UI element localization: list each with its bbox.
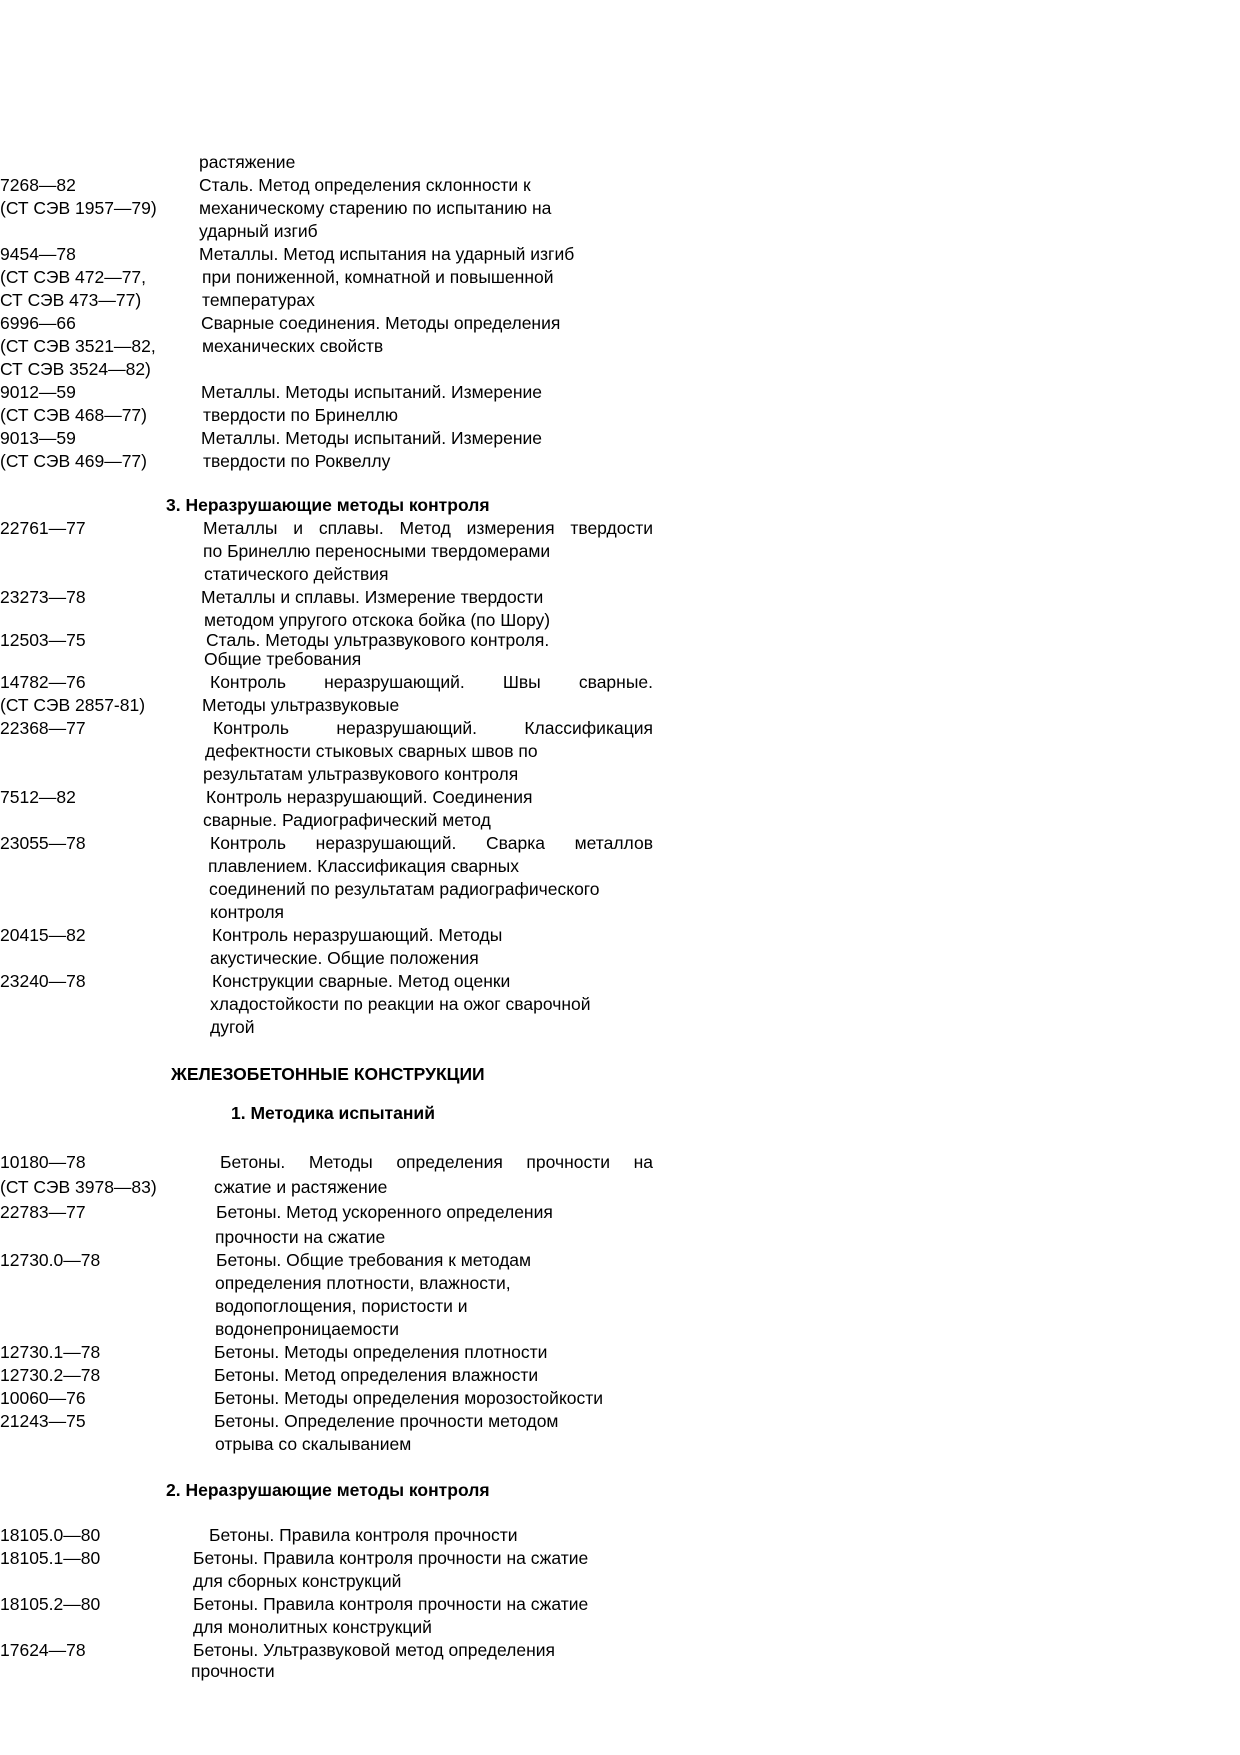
entry-code: 21243—75 [0,1411,86,1431]
entry-code: 18105.1—80 [0,1548,101,1568]
entry-description: Бетоны. Методы определения плотности [214,1342,548,1362]
entry-description: Сварные соединения. Методы определения [201,313,561,333]
entry-code: СТ СЭВ 473—77) [0,290,142,310]
entry-description: растяжение [199,152,296,172]
entry-code: (СТ СЭВ 3978—83) [0,1177,157,1197]
entry-code: 9012—59 [0,382,76,402]
entry-code: 20415—82 [0,925,86,945]
entry-description: водонепроницаемости [215,1319,399,1339]
entry-code: (СТ СЭВ 472—77, [0,267,147,287]
entry-description: методом упругого отскока бойка (по Шору) [204,610,551,630]
entry-description: Контроль неразрушающий. Классификация [213,718,653,738]
entry-description: акустические. Общие положения [210,948,479,968]
entry-code: 22761—77 [0,518,86,538]
entry-description: механическому старению по испытанию на [199,198,552,218]
entry-description: Металлы. Методы испытаний. Измерение [201,382,543,402]
entry-description: Бетоны. Правила контроля прочности на сжатие [193,1548,589,1568]
entry-description: по Бринеллю переносными твердомерами [203,541,551,561]
entry-code: 22783—77 [0,1202,86,1222]
entry-description: Бетоны. Общие требования к методам [216,1250,532,1270]
entry-code: СТ СЭВ 3524—82) [0,359,151,379]
entry-code: 10060—76 [0,1388,86,1408]
entry-description: механических свойств [202,336,384,356]
entry-description: Металлы и сплавы. Метод измерения твердости [203,518,653,538]
entry-code: 23240—78 [0,971,86,991]
entry-description: при пониженной, комнатной и повышенной [202,267,554,287]
entry-description: для сборных конструкций [193,1571,402,1591]
entry-description: Бетоны. Метод определения влажности [214,1365,539,1385]
entry-description: Общие требования [204,649,362,669]
entry-description: Контроль неразрушающий. Соединения [206,787,533,807]
entry-description: Бетоны. Методы определения морозостойкости [214,1388,604,1408]
entry-description: определения плотности, влажности, [215,1273,511,1293]
entry-code: 14782—76 [0,672,86,692]
entry-code: 9454—78 [0,244,76,264]
entry-description: Бетоны. Методы определения прочности на [220,1152,653,1172]
entry-description: дугой [210,1017,255,1037]
entry-description: прочности [191,1661,275,1681]
entry-description: твердости по Роквеллу [203,451,391,471]
entry-code: 23055—78 [0,833,86,853]
entry-description: Металлы и сплавы. Измерение твердости [201,587,544,607]
entry-description: сжатие и растяжение [214,1177,388,1197]
chapter-heading: ЖЕЛЕЗОБЕТОННЫЕ КОНСТРУКЦИИ [171,1064,485,1084]
entry-code: 18105.2—80 [0,1594,101,1614]
entry-description: Бетоны. Правила контроля прочности на сжатие [193,1594,589,1614]
entry-description: температурах [202,290,315,310]
entry-description: Контроль неразрушающий. Методы [212,925,503,945]
entry-code: 6996—66 [0,313,76,333]
entry-code: (СТ СЭВ 1957—79) [0,198,157,218]
entry-description: водопоглощения, пористости и [215,1296,468,1316]
entry-code: 12730.1—78 [0,1342,101,1362]
entry-description: Бетоны. Определение прочности методом [214,1411,559,1431]
entry-description: Конструкции сварные. Метод оценки [212,971,511,991]
entry-description: Металлы. Методы испытаний. Измерение [201,428,543,448]
entry-description: Сталь. Метод определения склонности к [199,175,531,195]
entry-code: 9013—59 [0,428,76,448]
entry-code: 12503—75 [0,630,86,650]
entry-description: ударный изгиб [199,221,318,241]
entry-code: (СТ СЭВ 468—77) [0,405,147,425]
section-heading: 2. Неразрушающие методы контроля [166,1480,490,1500]
entry-description: дефектности стыковых сварных швов по [205,741,538,761]
entry-code: 10180—78 [0,1152,86,1172]
entry-description: сварные. Радиографический метод [203,810,491,830]
entry-code: 18105.0—80 [0,1525,101,1545]
entry-code: 23273—78 [0,587,86,607]
entry-code: (СТ СЭВ 2857-81) [0,695,146,715]
entry-description: контроля [210,902,285,922]
entry-description: Методы ультразвуковые [202,695,400,715]
entry-description: отрыва со скалыванием [215,1434,412,1454]
entry-description: плавлением. Классификация сварных [208,856,519,876]
section-heading: 1. Методика испытаний [231,1103,435,1123]
entry-description: Бетоны. Ультразвуковой метод определения [193,1640,556,1660]
entry-description: Сталь. Методы ультразвукового контроля. [206,630,550,650]
entry-description: Металлы. Метод испытания на ударный изгиб [199,244,575,264]
section-heading: 3. Неразрушающие методы контроля [166,495,490,515]
entry-code: 17624—78 [0,1640,86,1660]
entry-description: соединений по результатам радиографического [209,879,600,899]
entry-code: 7268—82 [0,175,76,195]
entry-description: хладостойкости по реакции на ожог сварочной [210,994,591,1014]
entry-code: 22368—77 [0,718,86,738]
entry-code: 12730.0—78 [0,1250,101,1270]
entry-code: (СТ СЭВ 469—77) [0,451,147,471]
entry-description: Бетоны. Правила контроля прочности [209,1525,518,1545]
entry-description: прочности на сжатие [215,1227,386,1247]
entry-code: (СТ СЭВ 3521—82, [0,336,156,356]
entry-description: Контроль неразрушающий. Сварка металлов [210,833,653,853]
entry-description: Бетоны. Метод ускоренного определения [216,1202,553,1222]
entry-code: 7512—82 [0,787,76,807]
entry-description: для монолитных конструкций [193,1617,432,1637]
entry-description: твердости по Бринеллю [203,405,398,425]
entry-code: 12730.2—78 [0,1365,101,1385]
entry-description: статического действия [204,564,389,584]
entry-description: результатам ультразвукового контроля [203,764,519,784]
entry-description: Контроль неразрушающий. Швы сварные. [210,672,653,692]
